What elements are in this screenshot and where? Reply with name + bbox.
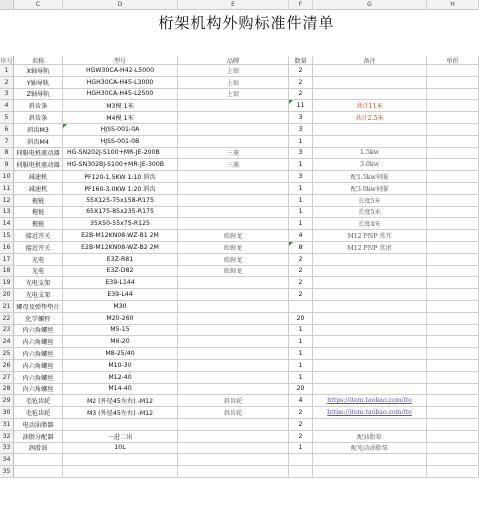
cell-note[interactable]: 配1.5kw伺服 <box>313 171 427 183</box>
cell-qty[interactable]: 3 <box>289 124 313 136</box>
cell-qty[interactable]: 8 <box>289 242 313 254</box>
cell-note[interactable]: 共计2.5米 <box>313 112 427 124</box>
cell-model[interactable]: PF120-1.5KW 1:10 斜齿 <box>63 171 178 183</box>
row-number[interactable]: 34 <box>0 454 14 466</box>
cell-price[interactable] <box>427 301 479 313</box>
cell-price[interactable] <box>427 77 479 89</box>
cell-price[interactable] <box>427 313 479 325</box>
cell-qty[interactable]: 1 <box>289 372 313 384</box>
cell-model[interactable]: M2 (外径45左右) -M12 <box>63 395 178 407</box>
cell-price[interactable] <box>427 289 479 301</box>
cell-qty[interactable]: 1 <box>289 136 313 148</box>
row-number[interactable]: 2 <box>0 77 14 89</box>
select-all-corner[interactable] <box>0 0 14 10</box>
row-number[interactable]: 15 <box>0 230 14 242</box>
cell-note[interactable]: 配3.0kw伺服 <box>313 183 427 195</box>
cell-note[interactable] <box>313 372 427 384</box>
column-letter-c[interactable]: C <box>14 0 63 10</box>
cell-qty[interactable]: 1 <box>289 360 313 372</box>
cell-name[interactable]: 内六角螺丝 <box>14 372 63 384</box>
column-letter-g[interactable]: G <box>313 0 427 10</box>
cell-model[interactable]: M12-40 <box>63 372 178 384</box>
cell-brand[interactable]: 三菱 <box>178 159 289 171</box>
cell-qty[interactable]: 1 <box>289 207 313 219</box>
cell-price[interactable] <box>427 466 479 478</box>
cell-note[interactable] <box>313 254 427 266</box>
cell-price[interactable] <box>427 100 479 112</box>
column-letter-d[interactable]: D <box>63 0 178 10</box>
cell-qty[interactable]: 2 <box>289 289 313 301</box>
row-number[interactable]: 13 <box>0 207 14 219</box>
row-number[interactable]: 5 <box>0 112 14 124</box>
cell-brand[interactable] <box>178 419 289 431</box>
cell-name[interactable]: 光电支架 <box>14 277 63 289</box>
cell-qty[interactable]: 1 <box>289 325 313 337</box>
column-letter-h[interactable]: H <box>427 0 479 10</box>
cell-note[interactable] <box>313 336 427 348</box>
cell-model[interactable]: M14-40 <box>63 384 178 396</box>
cell-brand[interactable] <box>178 277 289 289</box>
cell-qty[interactable]: 2 <box>289 65 313 77</box>
header-price[interactable]: 单价 <box>427 56 479 65</box>
cell-name[interactable] <box>14 466 63 478</box>
cell-model[interactable]: M6-20 <box>63 336 178 348</box>
cell-brand[interactable] <box>178 171 289 183</box>
cell-note[interactable] <box>313 89 427 101</box>
cell-note[interactable] <box>313 313 427 325</box>
cell-brand[interactable]: 欧姆龙 <box>178 266 289 278</box>
cell-price[interactable] <box>427 171 479 183</box>
cell-note[interactable]: M12 PNP 常闭 <box>313 242 427 254</box>
cell-model[interactable]: E2B-M12KN08-WZ-B1 2M <box>63 230 178 242</box>
cell-note[interactable] <box>313 301 427 313</box>
cell-note[interactable] <box>313 360 427 372</box>
cell-brand[interactable]: 欧姆龙 <box>178 230 289 242</box>
cell-brand[interactable] <box>178 336 289 348</box>
cell-price[interactable] <box>427 454 479 466</box>
cell-name[interactable]: X轴导轨 <box>14 65 63 77</box>
cell-name[interactable]: 伺服电机驱动器 <box>14 159 63 171</box>
cell-model[interactable]: HG-SN302BJ-S100+MR-JE-300B <box>63 159 178 171</box>
cell-brand[interactable]: 欧姆龙 <box>178 242 289 254</box>
cell-price[interactable] <box>427 183 479 195</box>
cell-note[interactable] <box>313 419 427 431</box>
header-qty[interactable]: 数量 <box>289 56 313 65</box>
cell-model[interactable]: 10L <box>63 443 178 455</box>
cell-name[interactable]: 接近开关 <box>14 230 63 242</box>
cell-qty[interactable]: 3 <box>289 171 313 183</box>
cell-model[interactable]: PF160-3.0KW 1:20 斜齿 <box>63 183 178 195</box>
cell-name[interactable]: 毛毡齿轮 <box>14 407 63 419</box>
row-number[interactable]: 10 <box>0 171 14 183</box>
cell-brand[interactable] <box>178 207 289 219</box>
row-number[interactable]: 16 <box>0 242 14 254</box>
cell-qty[interactable]: 1 <box>289 183 313 195</box>
cell-qty[interactable]: 1 <box>289 443 313 455</box>
cell-qty[interactable] <box>289 301 313 313</box>
header-model[interactable]: 型号 <box>63 56 178 65</box>
cell-model[interactable]: HGH30CA-H45-L3000 <box>63 77 178 89</box>
cell-name[interactable]: 油脂分配器 <box>14 431 63 443</box>
row-number[interactable]: 24 <box>0 336 14 348</box>
cell-model[interactable]: E39-L144 <box>63 277 178 289</box>
row-number[interactable]: 19 <box>0 277 14 289</box>
row-number[interactable]: 17 <box>0 254 14 266</box>
cell-name[interactable]: 内六角螺丝 <box>14 360 63 372</box>
cell-qty[interactable]: 3 <box>289 148 313 160</box>
row-number[interactable]: 12 <box>0 195 14 207</box>
grid-footer-blank <box>0 486 479 510</box>
cell-brand[interactable] <box>178 454 289 466</box>
cell-note[interactable]: 长度5米 <box>313 195 427 207</box>
cell-price[interactable] <box>427 242 479 254</box>
cell-note[interactable] <box>313 65 427 77</box>
cell-model[interactable]: 35X50-55x75-R125 <box>63 218 178 230</box>
cell-name[interactable]: 伺服电机驱动器 <box>14 148 63 160</box>
cell-qty[interactable]: 1 <box>289 159 313 171</box>
cell-brand[interactable]: 上银 <box>178 77 289 89</box>
cell-brand[interactable] <box>178 466 289 478</box>
cell-qty[interactable]: 2 <box>289 419 313 431</box>
cell-brand[interactable] <box>178 372 289 384</box>
cell-note[interactable] <box>313 289 427 301</box>
header-note[interactable]: 备注 <box>313 56 427 65</box>
cell-price[interactable] <box>427 124 479 136</box>
cell-qty[interactable]: 3 <box>289 112 313 124</box>
cell-price[interactable] <box>427 277 479 289</box>
row-number[interactable]: 35 <box>0 466 14 478</box>
cell-model[interactable]: M8-25/40 <box>63 348 178 360</box>
cell-qty[interactable]: 2 <box>289 254 313 266</box>
cell-model[interactable]: E2B-M12KN08-WZ-B2 2M <box>63 242 178 254</box>
row-number[interactable]: 23 <box>0 325 14 337</box>
row-number[interactable]: 25 <box>0 348 14 360</box>
cell-name[interactable]: 内六角螺丝 <box>14 336 63 348</box>
cell-name[interactable]: 斜齿M3 <box>14 124 63 136</box>
cell-model[interactable]: E39-L44 <box>63 289 178 301</box>
cell-price[interactable] <box>427 148 479 160</box>
cell-price[interactable] <box>427 372 479 384</box>
cell-qty[interactable]: 1 <box>289 218 313 230</box>
cell-model[interactable]: M3模 1米 <box>63 100 178 112</box>
cell-name[interactable]: 电动油脂器 <box>14 419 63 431</box>
cell-name[interactable]: 拖链 <box>14 195 63 207</box>
cell-note[interactable] <box>313 466 427 478</box>
cell-name[interactable]: 内六角螺丝 <box>14 348 63 360</box>
cell-note[interactable]: M12 PNP 常开 <box>313 230 427 242</box>
row-number[interactable]: 1 <box>0 65 14 77</box>
cell-model[interactable] <box>63 454 178 466</box>
cell-qty[interactable]: 1 <box>289 336 313 348</box>
cell-brand[interactable]: 斜齿轮 <box>178 395 289 407</box>
cell-model[interactable]: M5-15 <box>63 325 178 337</box>
cell-qty[interactable]: 2 <box>289 77 313 89</box>
cell-model[interactable]: HG-SN202J-S100+MR-JE-200B <box>63 148 178 160</box>
cell-note[interactable] <box>313 277 427 289</box>
row-number[interactable]: 21 <box>0 301 14 313</box>
cell-price[interactable] <box>427 348 479 360</box>
cell-model[interactable] <box>63 466 178 478</box>
cell-price[interactable] <box>427 384 479 396</box>
cell-model[interactable]: E3Z-R81 <box>63 254 178 266</box>
cell-name[interactable]: 内六角螺丝 <box>14 325 63 337</box>
cell-qty[interactable]: 2 <box>289 266 313 278</box>
cell-model[interactable]: 一进二出 <box>63 431 178 443</box>
cell-brand[interactable] <box>178 289 289 301</box>
cell-note[interactable] <box>313 384 427 396</box>
cell-name[interactable]: 接近开关 <box>14 242 63 254</box>
cell-brand[interactable]: 欧姆龙 <box>178 254 289 266</box>
cell-qty[interactable] <box>289 454 313 466</box>
cell-note[interactable]: 1.5kw <box>313 148 427 160</box>
cell-price[interactable] <box>427 159 479 171</box>
cell-note[interactable] <box>313 348 427 360</box>
cell-model[interactable]: M4模 1米 <box>63 112 178 124</box>
row-number[interactable]: 30 <box>0 407 14 419</box>
cell-qty[interactable]: 20 <box>289 313 313 325</box>
row-number[interactable]: 32 <box>0 431 14 443</box>
row-number[interactable]: 29 <box>0 395 14 407</box>
cell-name[interactable]: 减速机 <box>14 183 63 195</box>
cell-price[interactable] <box>427 395 479 407</box>
cell-brand[interactable]: 上银 <box>178 89 289 101</box>
row-number[interactable]: 14 <box>0 218 14 230</box>
cell-name[interactable]: 光电 <box>14 266 63 278</box>
cell-brand[interactable] <box>178 100 289 112</box>
cell-name[interactable]: 光电 <box>14 254 63 266</box>
cell-brand[interactable] <box>178 112 289 124</box>
cell-name[interactable]: 化学螺栓 <box>14 313 63 325</box>
cell-model[interactable]: HGH30CA-H45-L2500 <box>63 89 178 101</box>
cell-model[interactable]: HJSS-001-0B <box>63 136 178 148</box>
cell-model[interactable]: M30 <box>63 301 178 313</box>
cell-name[interactable]: 拖链 <box>14 207 63 219</box>
cell-name[interactable]: 拖链 <box>14 218 63 230</box>
cell-qty[interactable]: 1 <box>289 195 313 207</box>
cell-price[interactable] <box>427 89 479 101</box>
cell-model[interactable]: 65X175-85x235-R175 <box>63 207 178 219</box>
cell-price[interactable] <box>427 207 479 219</box>
row-number[interactable]: 26 <box>0 360 14 372</box>
cell-qty[interactable]: 20 <box>289 384 313 396</box>
cell-name[interactable]: 螺母及弹垫垫片 <box>14 301 63 313</box>
column-letter-e[interactable]: E <box>178 0 289 10</box>
row-number[interactable]: 28 <box>0 384 14 396</box>
cell-qty[interactable]: 11 <box>289 100 313 112</box>
cell-name[interactable]: 毛毡齿轮 <box>14 395 63 407</box>
cell-model[interactable]: M3 (外径45左右) -M12 <box>63 407 178 419</box>
cell-price[interactable] <box>427 443 479 455</box>
cell-brand[interactable] <box>178 195 289 207</box>
cell-price[interactable] <box>427 254 479 266</box>
cell-brand[interactable] <box>178 325 289 337</box>
cell-brand[interactable] <box>178 443 289 455</box>
cell-note[interactable] <box>313 77 427 89</box>
cell-name[interactable]: Y轴导轨 <box>14 77 63 89</box>
cell-model[interactable]: M20-260 <box>63 313 178 325</box>
cell-price[interactable] <box>427 112 479 124</box>
cell-price[interactable] <box>427 360 479 372</box>
cell-model[interactable]: 55X125-75x158-R175 <box>63 195 178 207</box>
header-no[interactable]: 序号 <box>0 57 13 65</box>
cell-brand[interactable] <box>178 348 289 360</box>
cell-note[interactable]: https://item.taobao.com/ite <box>313 395 427 407</box>
cell-name[interactable] <box>14 454 63 466</box>
cell-note[interactable] <box>313 325 427 337</box>
cell-price[interactable] <box>427 65 479 77</box>
cell-model[interactable]: E3Z-D82 <box>63 266 178 278</box>
cell-brand[interactable]: 上银 <box>178 65 289 77</box>
cell-model[interactable]: HGW30CA-H42-L5000 <box>63 65 178 77</box>
cell-price[interactable] <box>427 230 479 242</box>
row-number[interactable]: 18 <box>0 266 14 278</box>
cell-brand[interactable]: 斜齿轮 <box>178 407 289 419</box>
row-number[interactable]: 6 <box>0 124 14 136</box>
row-number[interactable]: 33 <box>0 443 14 455</box>
cell-brand[interactable] <box>178 218 289 230</box>
cell-model[interactable]: HJSS-001-0A <box>63 124 178 136</box>
cell-qty[interactable]: 2 <box>289 431 313 443</box>
cell-note[interactable] <box>313 454 427 466</box>
row-number[interactable]: 31 <box>0 419 14 431</box>
column-letter-f[interactable]: F <box>289 0 313 10</box>
cell-name[interactable]: 光电支架 <box>14 289 63 301</box>
cell-brand[interactable] <box>178 136 289 148</box>
cell-brand[interactable] <box>178 301 289 313</box>
row-number[interactable]: 3 <box>0 89 14 101</box>
cell-qty[interactable]: 2 <box>289 407 313 419</box>
cell-name[interactable]: Z轴导轨 <box>14 89 63 101</box>
cell-price[interactable] <box>427 336 479 348</box>
cell-note[interactable] <box>313 266 427 278</box>
cell-price[interactable] <box>427 218 479 230</box>
cell-brand[interactable]: 三菱 <box>178 148 289 160</box>
row-number[interactable]: 4 <box>0 100 14 112</box>
cell-name[interactable]: 斜齿条 <box>14 112 63 124</box>
cell-brand[interactable] <box>178 431 289 443</box>
cell-qty[interactable] <box>289 466 313 478</box>
cell-price[interactable] <box>427 325 479 337</box>
cell-note[interactable]: 共计11米 <box>313 100 427 112</box>
cell-note[interactable]: 配电动油脂泵 <box>313 443 427 455</box>
cell-note[interactable]: 3.0kw <box>313 159 427 171</box>
row-number[interactable]: 20 <box>0 289 14 301</box>
row-number[interactable]: 22 <box>0 313 14 325</box>
row-number[interactable]: 7 <box>0 136 14 148</box>
cell-qty[interactable]: 2 <box>289 89 313 101</box>
cell-qty[interactable]: 2 <box>289 277 313 289</box>
cell-brand[interactable] <box>178 360 289 372</box>
cell-price[interactable] <box>427 419 479 431</box>
cell-model[interactable] <box>63 419 178 431</box>
cell-qty[interactable]: 1 <box>289 348 313 360</box>
header-name[interactable]: 名称 <box>14 56 63 65</box>
cell-name[interactable]: 减速机 <box>14 171 63 183</box>
cell-note[interactable]: 配油脂泵 <box>313 431 427 443</box>
header-brand[interactable]: 品牌 <box>178 56 289 65</box>
cell-price[interactable] <box>427 431 479 443</box>
cell-note[interactable]: 长度4米 <box>313 218 427 230</box>
cell-model[interactable]: M10-30 <box>63 360 178 372</box>
sheet-title[interactable]: 桁架机构外购标准件清单 <box>158 14 335 32</box>
cell-qty[interactable]: 4 <box>289 395 313 407</box>
row-number[interactable]: 27 <box>0 372 14 384</box>
cell-brand[interactable] <box>178 384 289 396</box>
cell-brand[interactable] <box>178 313 289 325</box>
cell-brand[interactable] <box>178 124 289 136</box>
cell-name[interactable]: 润滑油 <box>14 443 63 455</box>
cell-name[interactable]: 斜齿条 <box>14 100 63 112</box>
cell-name[interactable]: 内六角螺丝 <box>14 384 63 396</box>
row-number[interactable]: 9 <box>0 159 14 171</box>
cell-name[interactable]: 斜齿M4 <box>14 136 63 148</box>
cell-price[interactable] <box>427 195 479 207</box>
cell-price[interactable] <box>427 407 479 419</box>
cell-price[interactable] <box>427 266 479 278</box>
cell-note[interactable]: https://item.taobao.com/ite <box>313 407 427 419</box>
row-number[interactable]: 8 <box>0 148 14 160</box>
cell-qty[interactable]: 4 <box>289 230 313 242</box>
cell-note[interactable]: 长度5米 <box>313 207 427 219</box>
cell-brand[interactable] <box>178 183 289 195</box>
cell-price[interactable] <box>427 136 479 148</box>
cell-note[interactable] <box>313 136 427 148</box>
row-number[interactable]: 11 <box>0 183 14 195</box>
cell-note[interactable] <box>313 124 427 136</box>
